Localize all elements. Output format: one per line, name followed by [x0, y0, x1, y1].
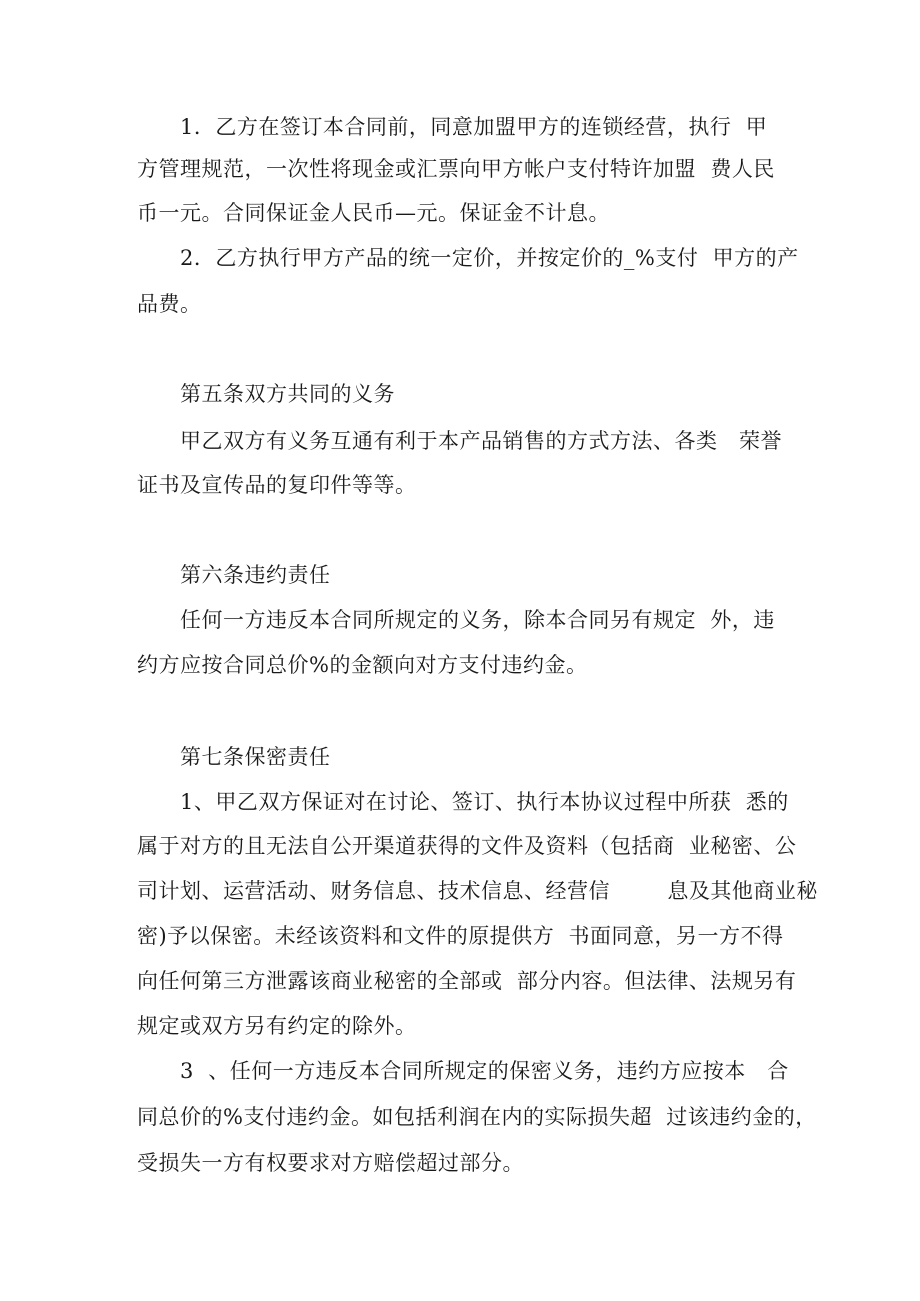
article-7-clause-3-line-2: 同总价的%支付违约金。如包括利润在内的实际损失超 过该违约金的，	[137, 1105, 817, 1129]
article-7-clause-1-line-2: 属于对方的且无法自公开渠道获得的文件及资料（包括商 业秘密、公	[137, 834, 797, 858]
article-6-line-2: 约方应按合同总价%的金额向对方支付违约金。	[137, 653, 588, 677]
article-6-line-1: 任何一方违反本合同所规定的义务，除本合同另有规定 外，违	[180, 608, 775, 632]
article-7-clause-1-line-4: 密)予以保密。未经该资料和文件的原提供方 书面同意，另一方不得	[137, 924, 784, 948]
clause-2-line-2: 品费。	[137, 292, 202, 316]
article-5-line-2: 证书及宣传品的复印件等等。	[137, 473, 417, 497]
article-7-clause-1-line-5: 向任何第三方泄露该商业秘密的全部或 部分内容。但法律、法规另有	[137, 969, 797, 993]
article-7-heading: 第七条保密责任	[180, 745, 331, 769]
article-7-clause-1-line-3: 司计划、运营活动、财务信息、技术信息、经营信 息及其他商业秘	[137, 879, 818, 903]
article-6-heading: 第六条违约责任	[180, 563, 331, 587]
article-7-clause-3-line-3: 受损失一方有权要求对方赔偿超过部分。	[137, 1151, 524, 1175]
clause-1-line-1: 1．乙方在签订本合同前，同意加盟甲方的连锁经营，执行 甲	[180, 115, 768, 139]
article-5-line-1: 甲乙双方有义务互通有利于本产品销售的方式方法、各类 荣誉	[180, 429, 783, 453]
clause-1-line-2: 方管理规范，一次性将现金或汇票向甲方帐户支付特许加盟 费人民	[137, 157, 775, 181]
clause-2-line-1: 2．乙方执行甲方产品的统一定价，并按定价的_%支付 甲方的产	[180, 246, 799, 270]
article-7-clause-1-line-1: 1、甲乙双方保证对在讨论、签订、执行本协议过程中所获 悉的	[180, 790, 789, 814]
article-7-clause-3-line-1: 3 、任何一方违反本合同所规定的保密义务，违约方应按本 合	[180, 1059, 789, 1083]
clause-1-line-3: 币一元。合同保证金人民币—元。保证金不计息。	[137, 201, 610, 225]
article-5-heading: 第五条双方共同的义务	[180, 382, 395, 406]
article-7-clause-1-line-6: 规定或双方另有约定的除外。	[137, 1014, 417, 1038]
